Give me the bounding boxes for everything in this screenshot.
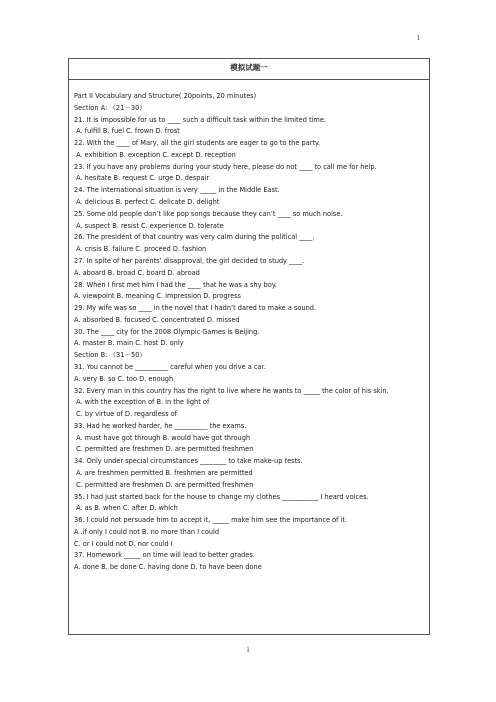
options-30: A. master B. main C. host D. only: [74, 339, 184, 348]
page-number-top: 1: [416, 34, 420, 42]
question-24: 24. The international situation is very _____ in the Middle East.: [74, 186, 280, 195]
question-25: 25. Some old people don’t like pop songs because they can’t ____ so much noise.: [74, 209, 343, 218]
options-36-ab: A .if only I could not B. no more than I could: [74, 527, 220, 536]
options-24: A. delicious B. perfect C. delicate D. delight: [74, 198, 220, 207]
question-22: 22. With the ____ of Mary, all the girl students are eager to go to the party.: [74, 139, 321, 148]
options-25: A. suspect B. resist C. experience D. tolerate: [74, 221, 224, 230]
options-33-ab: A. must have got through B. would have got through: [74, 433, 251, 442]
question-30: 30. The ____ city for the 2008 Olympic Games is Beijing.: [74, 327, 260, 336]
options-21: A. fulfill B. fuel C. frown D. frost: [74, 127, 180, 136]
question-21: 21. It is impossible for us to ____ such a difficult task within the limited time.: [74, 115, 326, 124]
question-27: 27. In spite of her parents’ disapproval, the girl decided to study ____.: [74, 256, 305, 265]
options-23: A. hesitate B. request C. urge D. despair: [74, 174, 210, 183]
options-37: A. done B. be done C. having done D. to have been done: [74, 563, 262, 572]
question-29: 29. My wife was so ____ in the novel that I hadn’t dared to make a sound.: [74, 304, 317, 313]
section-a-heading: Section A: （21－30）: [74, 103, 146, 112]
question-content: [69, 80, 429, 574]
question-33: 33. Had he worked harder, he __________ the exams.: [74, 421, 247, 430]
options-34-ab: A. are freshmen permitted B. freshmen are permitted: [74, 469, 253, 477]
question-23: 23. If you have any problems during your study here, please do not ____ to call me for help.: [74, 162, 377, 171]
options-36-cd: C. or I could not D. nor could I: [74, 539, 173, 548]
options-29: A. absorbed B. focused C. concentrated D. missed: [74, 315, 240, 324]
options-33-cd: C. permitted are freshmen D. are permitted freshmen: [74, 445, 254, 454]
options-26: A. crisis B. failure C. proceed D. fashion: [74, 245, 207, 254]
options-32-ab: A. with the exception of B. in the light of: [74, 398, 210, 407]
question-frame: [68, 58, 430, 635]
options-35: A. as B. when C. after D. which: [74, 504, 178, 513]
page-number-bottom: 1: [246, 646, 250, 654]
options-32-cd: C. by virtue of D. regardless of: [74, 410, 177, 419]
options-22: A. exhibition B. exception C. except D. reception: [74, 150, 236, 159]
question-34: 34. Only under special circumstances ________ to take make-up tests.: [74, 457, 303, 466]
question-26: 26. The president of that country was very calm during the political ____.: [74, 233, 315, 242]
question-35: 35. I had just started back for the house to change my clothes ___________ I heard voices.: [74, 492, 369, 501]
section-b-heading: Section B: （31－50）: [74, 351, 146, 360]
question-37: 37. Homework _____ on time will lead to better grades.: [74, 551, 255, 560]
options-27: A. aboard B. broad C. board D. abroad: [74, 268, 200, 277]
question-31: 31. You cannot be __________ careful when you drive a car.: [74, 362, 266, 371]
options-31: A. very B. so C. too D. enough: [74, 374, 174, 383]
options-28: A. viewpoint B. meaning C. impression D. progress: [74, 292, 241, 301]
question-28: 28. When I first met him I had the ____ that he was a shy boy.: [74, 280, 277, 289]
part-heading: Part II Vocabulary and Structure( 20points, 20 minutes): [74, 92, 257, 100]
options-34-cd: C. permitted are freshmen D. are permitted freshmen: [74, 480, 254, 489]
question-36: 36. I could not persuade him to accept it, _____ make him see the importance of it.: [74, 516, 348, 525]
document-title: 模拟试题一: [69, 59, 429, 80]
question-32: 32. Every man in this country has the right to live where he wants to _____ the color of his skin.: [74, 386, 389, 395]
